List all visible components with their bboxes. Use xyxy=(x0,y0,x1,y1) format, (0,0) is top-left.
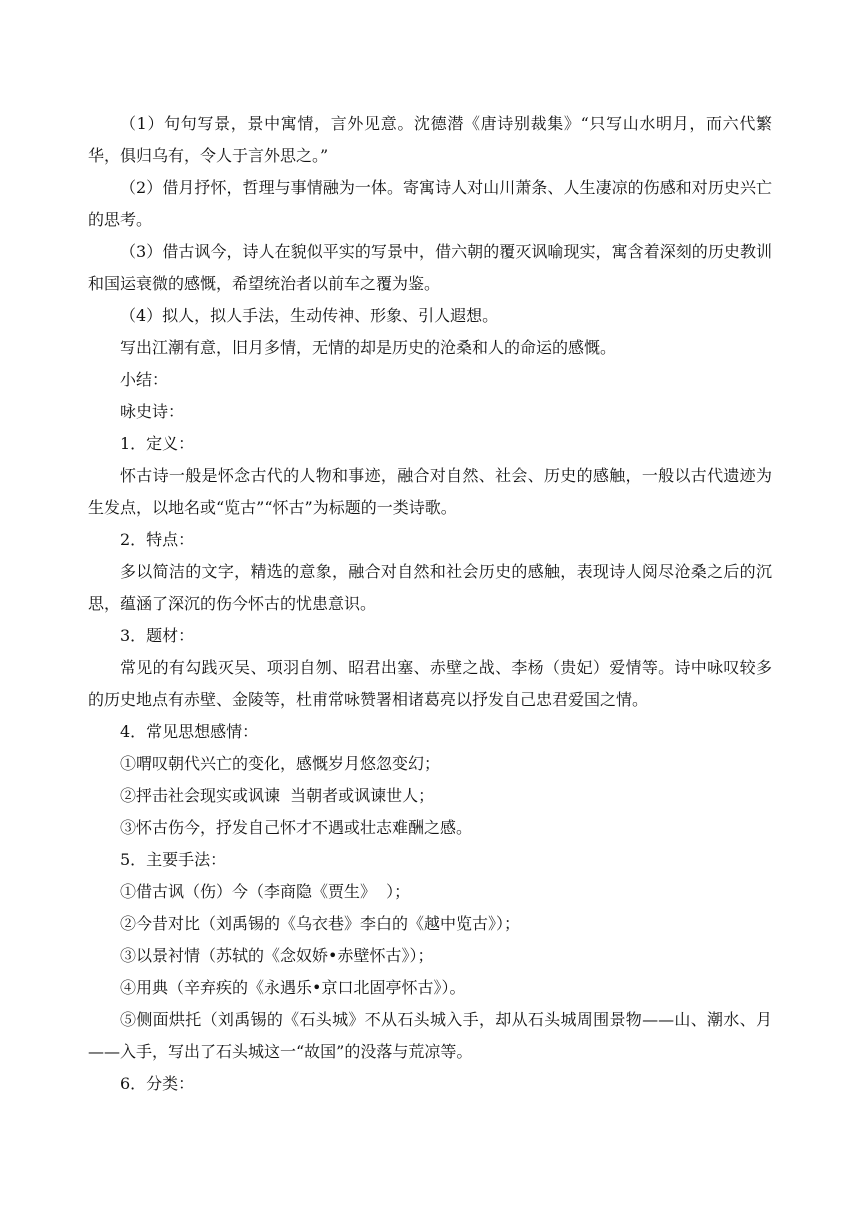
paragraph-technique-2: （2）借月抒怀，哲理与事情融为一体。寄寓诗人对山川萧条、人生凄凉的伤感和对历史兴亡的思考。 xyxy=(88,178,772,229)
heading-history-poem: 咏史诗： xyxy=(120,402,185,421)
list-item-emotion-2: ②抨击社会现实或讽谏 当朝者或讽谏世人； xyxy=(120,786,435,805)
heading-methods: 5．主要手法： xyxy=(120,850,227,869)
paragraph-summary-line: 写出江潮有意，旧月多情，无情的却是历史的沧桑和人的命运的感慨。 xyxy=(120,338,617,357)
list-item-method-2: ②今昔对比（刘禹锡的《乌衣巷》李白的《越中览古》）； xyxy=(120,914,521,933)
list-item-emotion-1: ①喟叹朝代兴亡的变化，感慨岁月悠忽变幻； xyxy=(120,754,441,773)
paragraph-features: 多以简洁的文字，精选的意象，融合对自然和社会历史的感触，表现诗人阅尽沧桑之后的沉思，蕴涵了深沉的伤今怀古的忧患意识。 xyxy=(88,562,772,613)
paragraph-definition: 怀古诗一般是怀念古代的人物和事迹，融合对自然、社会、历史的感触，一般以古代遗迹为生发点，以地名或“览古”“怀古”为标题的一类诗歌。 xyxy=(88,466,772,517)
paragraph-technique-3: （3）借古讽今，诗人在貌似平实的写景中，借六朝的覆灭讽喻现实，寓含着深刻的历史教训和国运衰微的感慨，希望统治者以前车之覆为鉴。 xyxy=(88,242,772,293)
paragraph-subjects: 常见的有勾践灭吴、项羽自刎、昭君出塞、赤壁之战、李杨（贵妃）爱情等。诗中咏叹较多的历史地点有赤壁、金陵等，杜甫常咏赞署相诸葛亮以抒发自己忠君爱国之情。 xyxy=(88,658,772,709)
list-item-method-4: ④用典（辛弃疾的《永遇乐•京口北固亭怀古》）。 xyxy=(120,978,466,997)
list-item-method-3: ③以景衬情（苏轼的《念奴娇•赤壁怀古》）； xyxy=(120,946,434,965)
list-item-method-5: ⑤侧面烘托（刘禹锡的《石头城》不从石头城入手，却从石头城周围景物——山、潮水、月——入手，写出了石头城这一“故国”的没落与荒凉等。 xyxy=(88,1010,772,1061)
heading-summary: 小结： xyxy=(120,370,169,389)
list-item-method-1: ①借古讽（伤）今（李商隐《贾生》 ）； xyxy=(120,882,411,901)
paragraph-technique-4: （4）拟人，拟人手法，生动传神、形象、引人遐想。 xyxy=(120,306,499,325)
heading-emotions: 4．常见思想感情： xyxy=(120,722,259,741)
heading-categories: 6．分类： xyxy=(120,1074,195,1093)
document-body xyxy=(88,108,772,1100)
heading-features: 2．特点： xyxy=(120,530,195,549)
paragraph-technique-1: （1）句句写景，景中寓情，言外见意。沈德潜《唐诗别裁集》“只写山水明月，而六代繁华，俱归乌有，令人于言外思之。” xyxy=(88,114,772,165)
heading-definition: 1．定义： xyxy=(120,434,195,453)
heading-subjects: 3．题材： xyxy=(120,626,195,645)
list-item-emotion-3: ③怀古伤今，抒发自己怀才不遇或壮志难酬之感。 xyxy=(120,818,473,837)
